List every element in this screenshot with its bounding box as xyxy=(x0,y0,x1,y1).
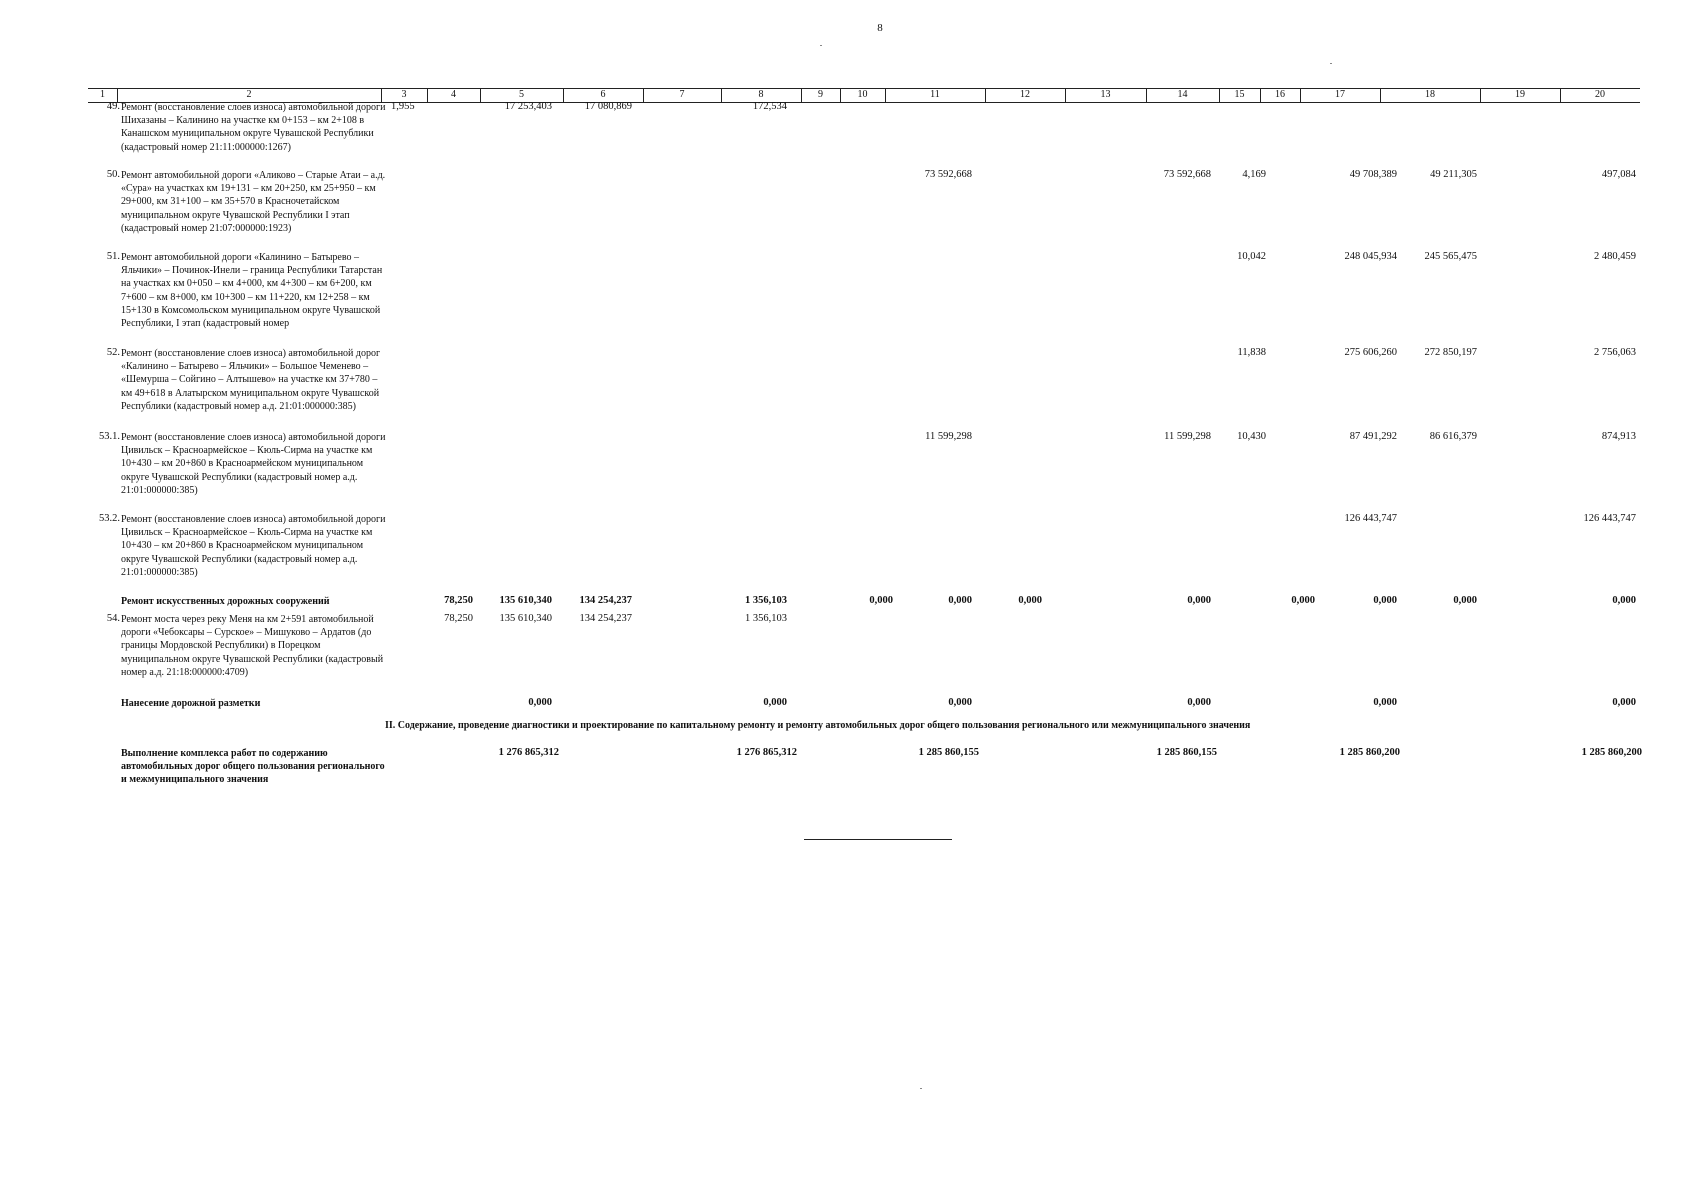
cell-value-c4: 78,250 xyxy=(444,613,473,624)
cell-value-c17: 87 491,292 xyxy=(1349,431,1397,442)
cell-value-c6: 17 080,869 xyxy=(584,101,632,112)
column-header-12: 12 xyxy=(1020,89,1030,100)
cell-value-c20: 2 480,459 xyxy=(1594,251,1636,262)
cell-value-c15: 10,042 xyxy=(1237,251,1266,262)
cell-value-c5: 17 253,403 xyxy=(504,101,552,112)
cell-value-c20: 126 443,747 xyxy=(1583,513,1636,524)
column-header-19: 19 xyxy=(1515,89,1525,100)
cell-value-c12: 0,000 xyxy=(1018,595,1042,606)
row-number: 53.1. xyxy=(99,431,120,442)
cell-value-c11: 0,000 xyxy=(948,697,972,708)
scan-speck xyxy=(1330,63,1332,64)
cell-value-c17: 1 285 860,200 xyxy=(1339,747,1400,758)
cell-value-c15: 4,169 xyxy=(1242,169,1266,180)
cell-value-c14: 0,000 xyxy=(1187,595,1211,606)
column-header-5: 5 xyxy=(519,89,524,100)
row-number: 52. xyxy=(106,347,120,358)
section-heading: II. Содержание, проведение диагностики и проектирование по капитальному ремонту и ремонту автомобильных дорог общего пользования регионального или межмуниципального значения xyxy=(385,720,1251,731)
cell-value-c6: 134 254,237 xyxy=(579,595,632,606)
column-separator xyxy=(1300,88,1301,102)
row-number: 54. xyxy=(106,613,120,624)
column-separator xyxy=(117,88,118,102)
scan-speck xyxy=(820,45,822,46)
work-description: Ремонт моста через реку Меня на км 2+591 автомобильной дороги «Чебоксары – Сурское» – Мишуково – Ардатов (до границы Мордовской Республики) в Порецком муниципальном округе Чувашской Республики (кадастровый номер а.д. 21:18:000000:4709) xyxy=(121,614,384,678)
cell-value-c17: 0,000 xyxy=(1373,697,1397,708)
column-separator xyxy=(480,88,481,102)
cell-value-c17: 275 606,260 xyxy=(1344,347,1397,358)
column-separator xyxy=(643,88,644,102)
section-subtotal-title: Ремонт искусственных дорожных сооружений xyxy=(121,596,330,607)
column-header-16: 16 xyxy=(1275,89,1285,100)
header-border-line xyxy=(88,88,1640,89)
column-separator xyxy=(985,88,986,102)
cell-value-c5: 135 610,340 xyxy=(499,613,552,624)
column-header-1: 1 xyxy=(100,89,105,100)
column-header-18: 18 xyxy=(1425,89,1435,100)
column-header-3: 3 xyxy=(401,89,407,100)
cell-value-c6: 134 254,237 xyxy=(579,613,632,624)
cell-value-c8: 1 356,103 xyxy=(745,595,787,606)
work-description: Ремонт (восстановление слоев износа) автомобильной дороги Цивильск – Красноармейское – Кюль-Сирма на участке км 10+430 – км 20+860 в Красноармейском муниципальном округе Чувашской Республики (кадастровый номер а.д. 21:01:000000:385) xyxy=(121,514,386,578)
column-separator xyxy=(840,88,841,102)
cell-value-c17: 248 045,934 xyxy=(1344,251,1397,262)
cell-value-c4: 78,250 xyxy=(444,595,473,606)
cell-value-c18: 86 616,379 xyxy=(1429,431,1477,442)
work-description: Ремонт (восстановление слоев износа) автомобильной дорог «Калинино – Батырево – Яльчики» – Большое Чеменево – «Шемурша – Сойгино – Алтышево» на участке км 37+780 – км 49+618 в Алатырском муниципальном округе Чувашской Республики (кадастровый номер а.д. 21:01:000000:385) xyxy=(121,348,381,412)
column-separator xyxy=(1480,88,1481,102)
column-header-2: 2 xyxy=(246,89,252,100)
section-subtotal-title: Нанесение дорожной разметки xyxy=(121,698,261,709)
work-description: Ремонт (восстановление слоев износа) автомобильной дороги Шихазаны – Калинино на участке км 0+153 – км 2+108 в Канашском муниципальном округе Чувашской Республики (кадастровый номер 21:11:000000:1267) xyxy=(121,102,386,153)
column-separator xyxy=(563,88,564,102)
cell-value-c8: 0,000 xyxy=(763,697,787,708)
column-separator xyxy=(1560,88,1561,102)
cell-value-c20: 0,000 xyxy=(1612,595,1636,606)
row-number: 53.2. xyxy=(99,513,120,524)
cell-value-c11: 11 599,298 xyxy=(925,431,972,442)
cell-value-c20: 497,084 xyxy=(1601,169,1636,180)
cell-value-c5: 135 610,340 xyxy=(499,595,552,606)
cell-value-c14: 11 599,298 xyxy=(1164,431,1211,442)
column-separator xyxy=(801,88,802,102)
column-header-20: 20 xyxy=(1595,89,1605,100)
scan-speck xyxy=(920,1088,922,1089)
column-header-8: 8 xyxy=(758,89,764,100)
column-separator xyxy=(1065,88,1066,102)
cell-value-c14: 0,000 xyxy=(1187,697,1211,708)
cell-value-c8: 1 276 865,312 xyxy=(736,747,797,758)
cell-value-c10: 0,000 xyxy=(869,595,893,606)
cell-value-c20: 874,913 xyxy=(1601,431,1636,442)
cell-value-c14: 73 592,668 xyxy=(1163,169,1211,180)
column-header-4: 4 xyxy=(451,89,456,100)
column-separator xyxy=(885,88,886,102)
work-description: Ремонт (восстановление слоев износа) автомобильной дороги Цивильск – Красноармейское – Кюль-Сирма на участке км 10+430 – км 20+860 в Красноармейском муниципальном округе Чувашской Республики (кадастровый номер а.д. 21:01:000000:385) xyxy=(121,432,386,496)
work-description: Ремонт автомобильной дороги «Аликово – Старые Атаи – а.д. «Сура» на участках км 19+131 – км 20+250, км 25+950 – км 29+000, км 31+100 – км 35+570 в Красночетайском муниципальном округе Чувашской Республики I этап (кадастровый номер 21:07:000000:1923) xyxy=(121,170,386,234)
work-description: Ремонт автомобильной дороги «Калинино – Батырево – Яльчики» – Починок-Инели – граница Республики Татарстан на участках км 0+050 – км 4+000, км 4+300 – км 6+200, км 7+600 – км 8+000, км 10+300 – км 11+220, км 12+258 – км 15+130 в Комсомольском муниципальном округе Чувашской Республики, I этап (кадастровый номер xyxy=(121,252,383,330)
column-separator xyxy=(427,88,428,102)
cell-value-c16: 0,000 xyxy=(1291,595,1315,606)
column-separator xyxy=(381,88,382,102)
column-header-15: 15 xyxy=(1234,89,1245,100)
row-number: 50. xyxy=(106,169,120,180)
cell-value-c18: 0,000 xyxy=(1453,595,1477,606)
cell-value-c15: 11,838 xyxy=(1237,347,1266,358)
column-header-10: 10 xyxy=(857,89,868,100)
cell-value-c14: 1 285 860,155 xyxy=(1156,747,1217,758)
cell-value-c17: 49 708,389 xyxy=(1349,169,1397,180)
column-separator xyxy=(1219,88,1220,102)
column-separator xyxy=(1380,88,1381,102)
cell-value-c20: 1 285 860,200 xyxy=(1581,747,1642,758)
cell-value-c20: 2 756,063 xyxy=(1594,347,1636,358)
section-subtotal-title: Выполнение комплекса работ по содержанию автомобильных дорог общего пользования регионального и межмуниципального значения xyxy=(121,748,385,786)
row-number: 51. xyxy=(106,251,120,262)
end-separator-line xyxy=(804,839,952,840)
cell-value-c3: 1,955 xyxy=(391,101,415,112)
cell-value-c17: 0,000 xyxy=(1373,595,1397,606)
column-separator xyxy=(721,88,722,102)
cell-value-c17: 126 443,747 xyxy=(1344,513,1397,524)
column-header-6: 6 xyxy=(600,89,606,100)
cell-value-c11: 0,000 xyxy=(948,595,972,606)
cell-value-c18: 272 850,197 xyxy=(1424,347,1477,358)
page-number: 8 xyxy=(877,22,883,34)
cell-value-c15: 10,430 xyxy=(1237,431,1266,442)
column-separator xyxy=(1260,88,1261,102)
row-number: 49. xyxy=(106,101,120,112)
cell-value-c5: 1 276 865,312 xyxy=(498,747,559,758)
column-header-13: 13 xyxy=(1100,89,1111,100)
column-header-17: 17 xyxy=(1335,89,1345,100)
cell-value-c18: 245 565,475 xyxy=(1424,251,1477,262)
cell-value-c11: 1 285 860,155 xyxy=(918,747,979,758)
column-header-14: 14 xyxy=(1177,89,1188,100)
cell-value-c8: 1 356,103 xyxy=(745,613,787,624)
cell-value-c8: 172,534 xyxy=(752,101,787,112)
column-header-11: 11 xyxy=(930,89,940,100)
cell-value-c11: 73 592,668 xyxy=(924,169,972,180)
cell-value-c5: 0,000 xyxy=(528,697,552,708)
cell-value-c20: 0,000 xyxy=(1612,697,1636,708)
column-header-9: 9 xyxy=(818,89,823,100)
cell-value-c18: 49 211,305 xyxy=(1430,169,1477,180)
column-header-7: 7 xyxy=(679,89,685,100)
column-separator xyxy=(1146,88,1147,102)
